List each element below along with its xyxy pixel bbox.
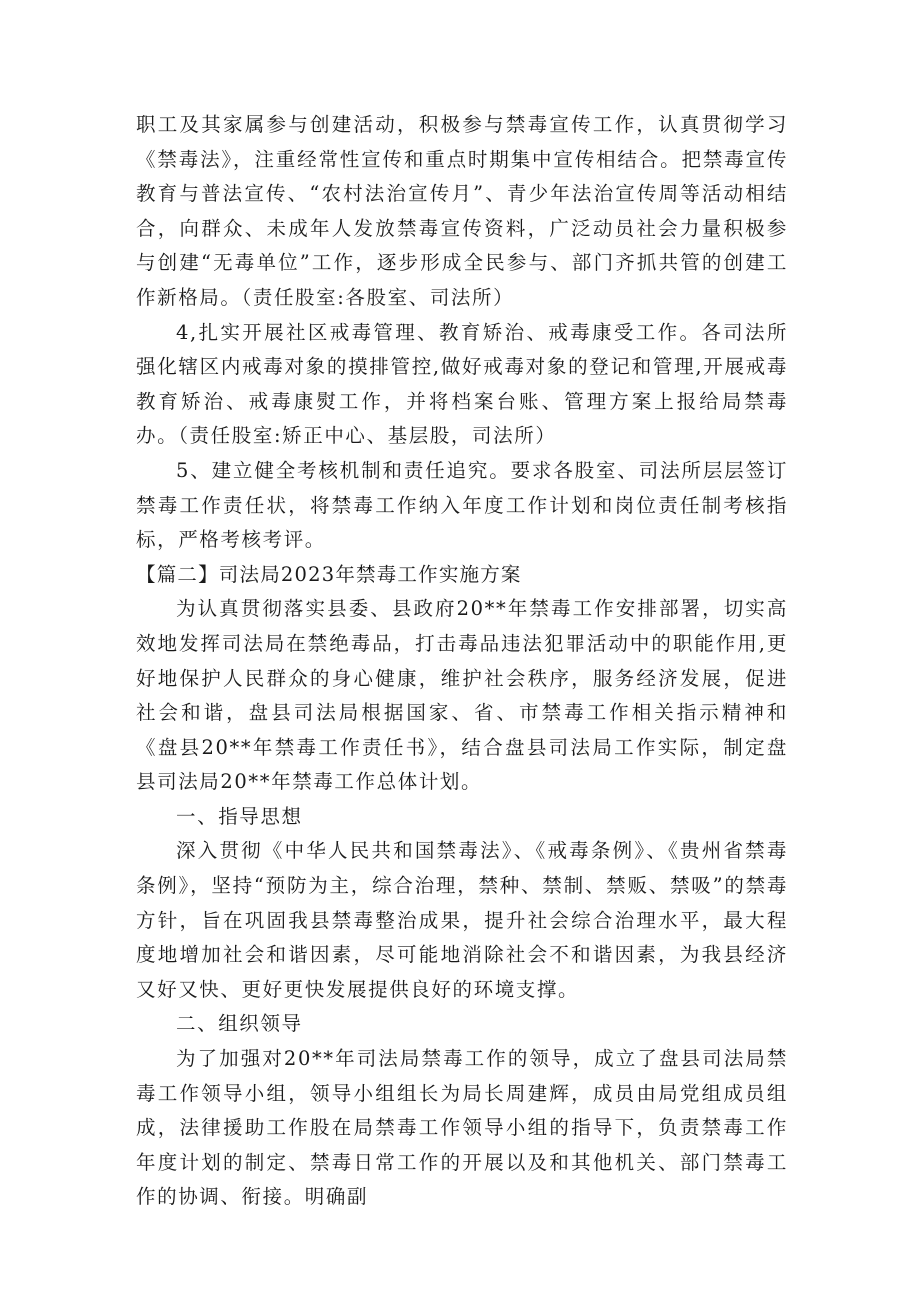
paragraph-intro: 为认真贯彻落实县委、县政府20**年禁毒工作安排部署，切实高效地发挥司法局在禁绝毒品，打击毒品违法犯罪活动中的职能作用,更好地保护人民群众的身心健康，维护社会秩序，服务经济发展，促进社会和谐，盘县司法局根据国家、省、市禁毒工作相关指示精神和《盘县20**年禁毒工作责任书》，结合盘县司法局工作实际，制定盘县司法局20**年禁毒工作总体计划。 [136, 597, 788, 794]
paragraph-continuation: 职工及其家属参与创建活动，积极参与禁毒宣传工作，认真贯彻学习《禁毒法》，注重经常性宣传和重点时期集中宣传相结合。把禁毒宣传教育与普法宣传、“农村法治宣传月”、青少年法治宣传周等活动相结合，向群众、未成年人发放禁毒宣传资料，广泛动员社会力量积极参与创建“无毒单位”工作，逐步形成全民参与、部门齐抓共管的创建工作新格局。（责任股室:各股室、司法所） [136, 113, 788, 309]
paragraph-item-5: 5、建立健全考核机制和责任追究。要求各股室、司法所层层签订禁毒工作责任状，将禁毒工作纳入年度工作计划和岗位责任制考核指标，严格考核考评。 [136, 458, 788, 552]
paragraph-guiding-ideology: 深入贯彻《中华人民共和国禁毒法》、《戒毒条例》、《贵州省禁毒条例》，坚持“预防为主，综合治理，禁种、禁制、禁贩、禁吸”的禁毒方针，旨在巩固我县禁毒整治成果，提升社会综合治理水平，最大程度地增加社会和谐因素，尽可能地消除社会不和谐因素，为我县经济又好又快、更好更快发展提供良好的环境支撑。 [136, 839, 788, 1001]
heading-guiding-ideology: 一、指导思想 [176, 804, 303, 828]
section-title: 【篇二】司法局2023年禁毒工作实施方案 [136, 562, 522, 586]
paragraph-organization: 为了加强对20**年司法局禁毒工作的领导，成立了盘县司法局禁毒工作领导小组，领导小组组长为局长周建辉，成员由局党组成员组成，法律援助工作股在局禁毒工作领导小组的指导下，负责禁毒工作年度计划的制定、禁毒日常工作的开展以及和其他机关、部门禁毒工作的协调、衔接。明确副 [136, 1047, 788, 1209]
document-body [136, 108, 788, 1215]
heading-organization: 二、组织领导 [176, 1012, 303, 1036]
paragraph-item-4: 4,扎实开展社区戒毒管理、教育矫治、戒毒康受工作。各司法所强化辖区内戒毒对象的摸排管控,做好戒毒对象的登记和管理,开展戒毒教育矫治、戒毒康熨工作，并将档案台账、管理方案上报给局禁毒办。（责任股室:矫正中心、基层股，司法所） [136, 320, 788, 448]
